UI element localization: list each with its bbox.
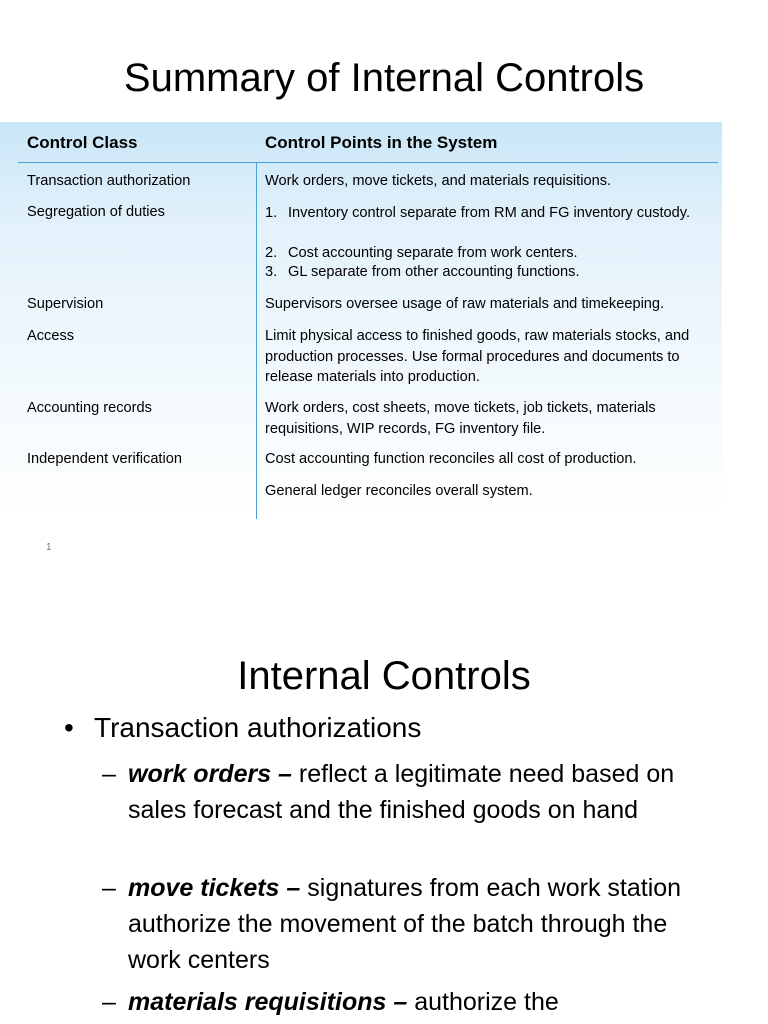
control-points-list-item (265, 203, 717, 223)
bullet-text: Transaction authorizations (94, 712, 422, 743)
bullet-item (64, 708, 744, 748)
control-class-cell: Access (27, 328, 75, 344)
control-points-cell: Limit physical access to finished goods, raw materials stocks, and production processes. Use formal procedures and documents to release materials into production. (265, 328, 690, 385)
term: materials requisitions – (128, 988, 408, 1016)
slide-title: Internal Controls (237, 654, 531, 698)
control-points-cell: Cost accounting function reconciles all cost of production. (265, 451, 637, 467)
dash-marker: – (102, 874, 116, 902)
list-text: Inventory control separate from RM and FG inventory custody. (288, 205, 691, 221)
sub-bullet-item (102, 870, 702, 978)
control-points-cell: General ledger reconciles overall system. (265, 483, 533, 499)
page-number: 1 (46, 542, 52, 553)
list-text: Cost accounting separate from work centers. (288, 245, 578, 261)
term: move tickets – (128, 874, 301, 902)
control-class-cell: Independent verification (27, 451, 182, 467)
list-number: 2. (265, 245, 278, 261)
list-number: 3. (265, 264, 278, 280)
dash-marker: – (102, 988, 116, 1016)
column-header-control-points: Control Points in the System (265, 133, 498, 152)
control-points-cell: Supervisors oversee usage of raw materials and timekeeping. (265, 296, 665, 312)
list-text: GL separate from other accounting functions. (288, 264, 580, 280)
description: authorize the (407, 988, 559, 1016)
control-points-list-item (265, 262, 717, 282)
control-points-cell: Work orders, cost sheets, move tickets, job tickets, materials requisitions, WIP records, FG inventory file. (265, 400, 656, 437)
column-header-control-class: Control Class (27, 133, 138, 152)
slide-title: Summary of Internal Controls (123, 56, 645, 100)
bullet-marker: • (64, 712, 74, 743)
control-class-cell: Segregation of duties (27, 204, 165, 220)
dash-marker: – (102, 760, 116, 788)
description: reflect a legitimate need based on sales forecast and the finished goods on hand (128, 760, 675, 824)
list-number: 1. (265, 205, 278, 221)
term: work orders – (128, 760, 292, 788)
control-points-list-item (265, 243, 717, 263)
control-class-cell: Accounting records (27, 400, 152, 416)
sub-bullet-item (102, 756, 702, 828)
sub-bullet-item (102, 984, 702, 1020)
control-class-cell: Transaction authorization (27, 173, 191, 189)
description: signatures from each work station authorize the movement of the batch through the work centers (128, 874, 682, 974)
control-points-cell: Work orders, move tickets, and materials requisitions. (265, 173, 612, 189)
control-class-cell: Supervision (27, 296, 104, 312)
header-divider (18, 162, 718, 163)
column-divider (256, 163, 257, 519)
